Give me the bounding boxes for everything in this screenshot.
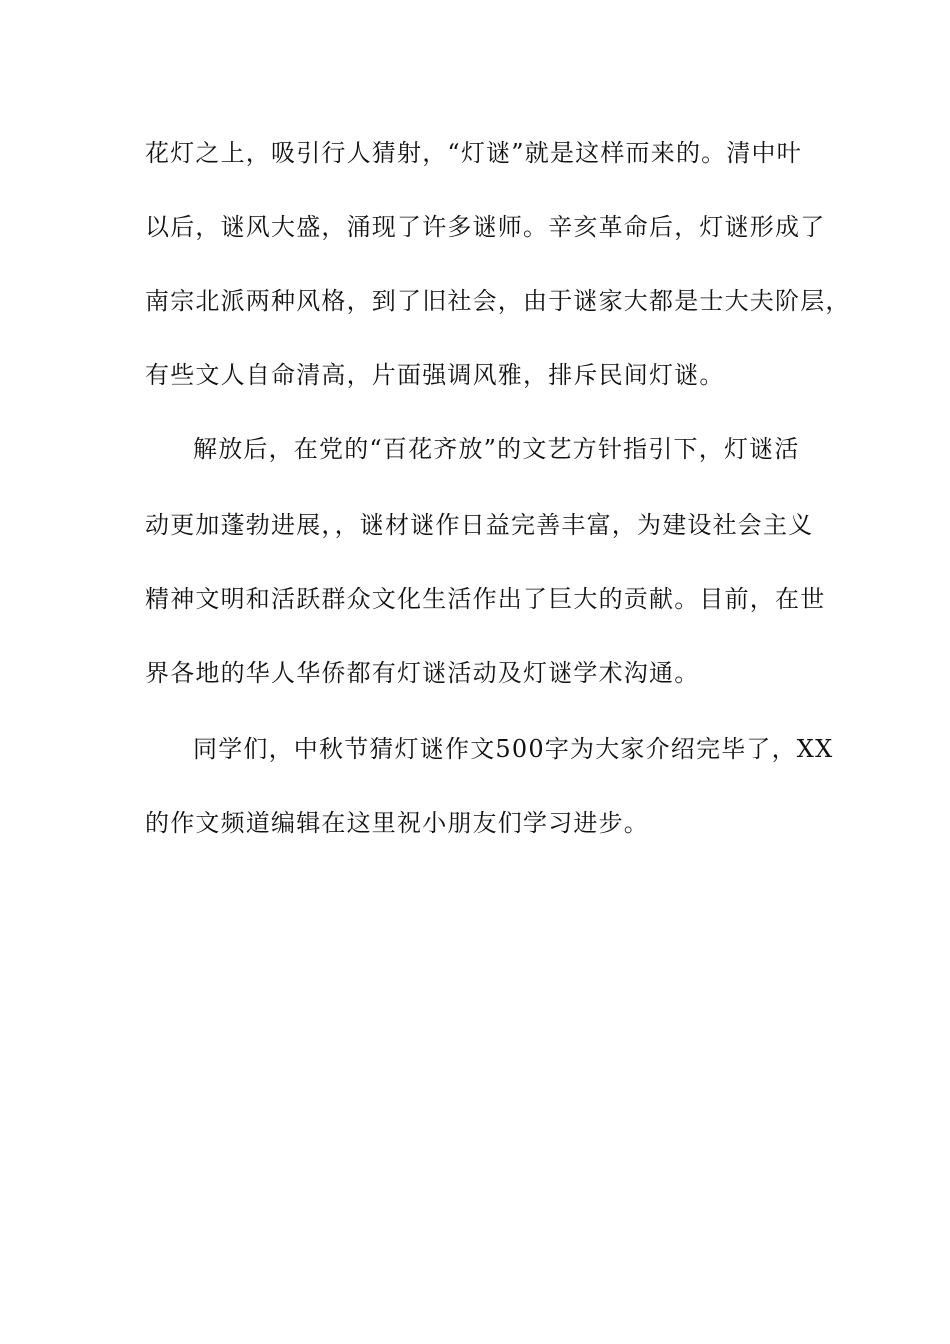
text-line: 南宗北派两种风格，到了旧社会，由于谜家大都是士大夫阶层， (145, 287, 851, 315)
text-line: 花灯之上，吸引行人猜射，“灯谜”就是这样而来的。清中叶 (145, 139, 802, 167)
text-line: 界各地的华人华侨都有灯谜活动及灯谜学术沟通。 (145, 659, 700, 687)
text-line: 以后，谜风大盛，涌现了许多谜师。辛亥革命后，灯谜形成了 (145, 213, 826, 241)
paragraph-first-line: 解放后，在党的“百花齐放”的文艺方针指引下，灯谜活 (193, 435, 800, 463)
text-line: 的作文频道编辑在这里祝小朋友们学习进步。 (145, 809, 649, 837)
text-line: 精神文明和活跃群众文化生活作出了巨大的贡献。目前，在世 (145, 585, 826, 613)
paragraph-first-line: 同学们，中秋节猜灯谜作文500字为大家介绍完毕了，XX (193, 735, 834, 763)
text-line: 有些文人自命清高，片面强调风雅，排斥民间灯谜。 (145, 361, 725, 389)
text-line: 动更加蓬勃进展，，谜材谜作日益完善丰富，为建设社会主义 (145, 511, 814, 539)
